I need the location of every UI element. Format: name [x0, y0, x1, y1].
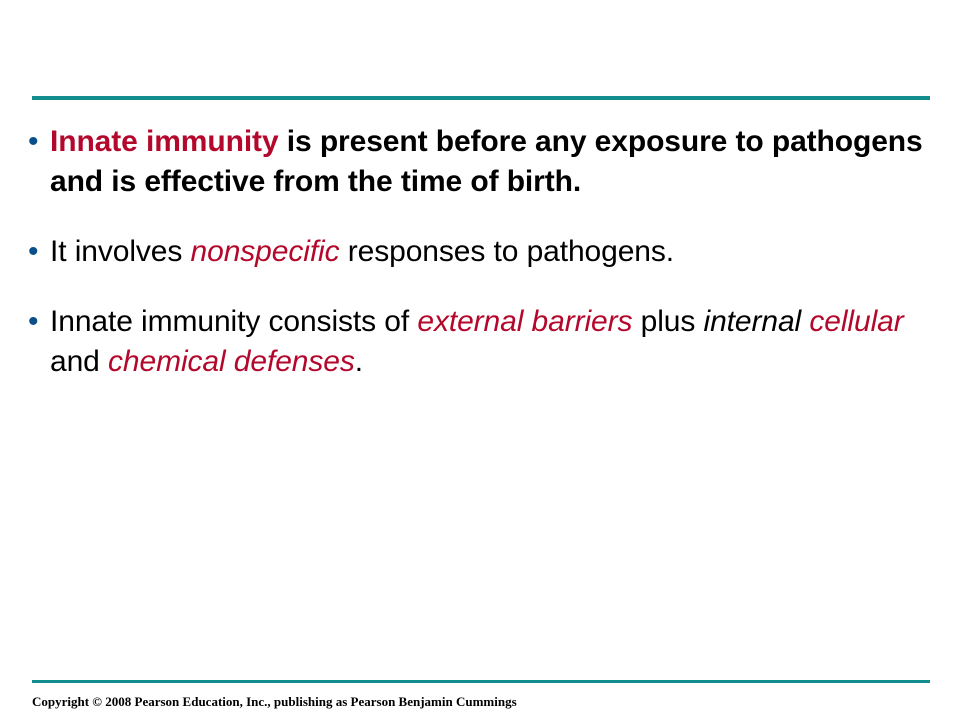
bullet-3-segment-1: Innate immunity consists of [50, 305, 418, 338]
bullet-item-innate-immunity-components [22, 302, 930, 382]
bullet-3-segment-9: . [354, 345, 364, 378]
copyright-footer: Copyright © 2008 Pearson Education, Inc., publishing as Pearson Benjamin Cummings [32, 694, 517, 709]
bullet-marker-icon: • [28, 235, 39, 268]
bullet-3-segment-3: plus [632, 305, 704, 338]
bullet-2-segment-1: It involves [50, 235, 191, 268]
bullet-3-segment-4: internal [703, 305, 802, 338]
bullet-1-segment-1: Innate immunity [50, 125, 279, 158]
bullet-3-segment-8: chemical defenses [108, 345, 355, 378]
bullet-2-segment-2: nonspecific [190, 235, 340, 268]
bullet-item-nonspecific-responses [22, 232, 930, 272]
slide-body [22, 122, 930, 406]
bullet-3-segment-6: cellular [809, 305, 904, 338]
bullet-1-segment-2: is present before any exposure to pathogens and is effective from the time of birth. [50, 125, 923, 198]
bullet-marker-icon: • [28, 305, 39, 338]
bullet-text [50, 122, 930, 202]
bullet-marker-icon: • [28, 125, 39, 158]
bullet-text [50, 302, 930, 382]
bullet-text [50, 232, 930, 272]
bullet-item-innate-immunity-definition [22, 122, 930, 202]
bottom-divider-rule [32, 680, 930, 683]
bullet-3-segment-2: external barriers [417, 305, 633, 338]
bullet-3-segment-7: and [50, 345, 108, 378]
top-divider-rule [32, 96, 930, 100]
bullet-2-segment-3: responses to pathogens. [339, 235, 675, 268]
